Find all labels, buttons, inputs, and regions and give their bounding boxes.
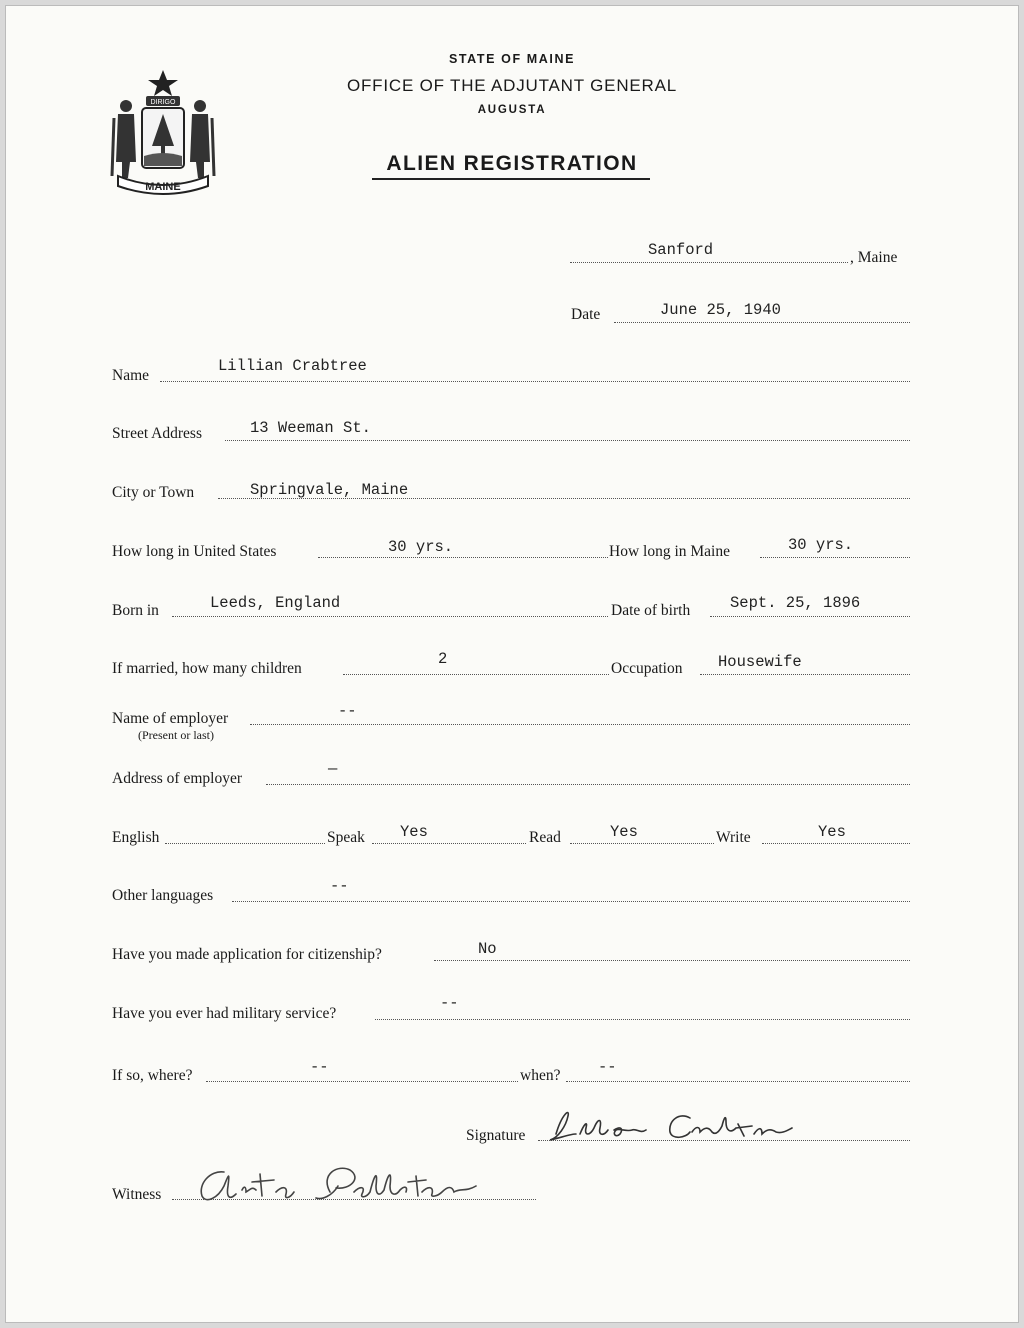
military-value: --	[440, 994, 459, 1012]
city-value: Springvale, Maine	[250, 481, 409, 499]
header-office: OFFICE OF THE ADJUTANT GENERAL	[346, 76, 678, 95]
read-value: Yes	[610, 823, 638, 841]
where-line	[206, 1081, 518, 1082]
us-line	[318, 557, 608, 558]
speak-label: Speak	[327, 829, 365, 846]
date-line	[614, 322, 910, 323]
svg-text:MAINE: MAINE	[145, 181, 181, 193]
other-lang-line	[232, 901, 910, 902]
city-label: City or Town	[112, 484, 195, 501]
header-state: STATE OF MAINE	[448, 52, 576, 66]
when-value: --	[598, 1058, 617, 1076]
form-title: ALIEN REGISTRATION	[386, 152, 638, 175]
where-label: If so, where?	[112, 1067, 193, 1084]
born-line	[172, 616, 608, 617]
applicant-signature	[540, 1104, 810, 1148]
citizenship-label: Have you made application for citizenship?	[112, 946, 382, 963]
speak-line	[372, 843, 526, 844]
where-value: --	[310, 1058, 329, 1076]
military-line	[375, 1019, 910, 1020]
dob-line	[710, 616, 910, 617]
write-line	[762, 843, 910, 844]
place-suffix: , Maine	[850, 249, 898, 266]
citizenship-line	[434, 960, 910, 961]
employer-address-value: —	[328, 760, 338, 778]
witness-signature	[190, 1156, 510, 1212]
employer-address-label: Address of employer	[112, 770, 242, 787]
signature-label: Signature	[466, 1127, 526, 1144]
read-label: Read	[529, 829, 561, 846]
name-line	[160, 381, 910, 382]
maine-label: How long in Maine	[609, 543, 730, 560]
header-city: AUGUSTA	[477, 104, 547, 116]
employer-address-line	[266, 784, 910, 785]
employer-label: Name of employer	[112, 710, 229, 727]
us-label: How long in United States	[112, 543, 277, 560]
read-line	[570, 843, 714, 844]
svg-text:DIRIGO: DIRIGO	[150, 99, 176, 106]
street-line	[225, 440, 910, 441]
title-underline	[372, 178, 650, 180]
occupation-value: Housewife	[718, 653, 802, 671]
date-label: Date	[571, 306, 601, 323]
dob-label: Date of birth	[611, 602, 691, 619]
occupation-line	[700, 674, 910, 675]
employer-value: --	[338, 702, 357, 720]
dob-value: Sept. 25, 1896	[730, 594, 861, 612]
employer-line	[250, 724, 910, 725]
date-value: June 25, 1940	[660, 301, 781, 319]
born-label: Born in	[112, 602, 159, 619]
us-value: 30 yrs.	[388, 538, 454, 556]
children-label: If married, how many children	[112, 660, 302, 677]
english-label: English	[112, 829, 160, 846]
speak-value: Yes	[400, 823, 428, 841]
when-line	[566, 1081, 910, 1082]
place-value: Sanford	[648, 241, 714, 259]
occupation-label: Occupation	[611, 660, 683, 677]
street-label: Street Address	[112, 425, 202, 442]
employer-sublabel: (Present or last)	[138, 728, 214, 742]
street-value: 13 Weeman St.	[250, 419, 371, 437]
children-value: 2	[438, 650, 448, 668]
witness-label: Witness	[112, 1186, 162, 1203]
maine-value: 30 yrs.	[788, 536, 854, 554]
children-line	[343, 674, 609, 675]
write-label: Write	[716, 829, 751, 846]
write-value: Yes	[818, 823, 846, 841]
born-value: Leeds, England	[210, 594, 341, 612]
english-line	[165, 843, 325, 844]
name-label: Name	[112, 367, 150, 384]
when-label: when?	[520, 1067, 561, 1084]
other-lang-value: --	[330, 877, 349, 895]
other-lang-label: Other languages	[112, 887, 214, 904]
place-line	[570, 262, 848, 263]
citizenship-value: No	[478, 940, 497, 958]
name-value: Lillian Crabtree	[218, 357, 367, 375]
military-label: Have you ever had military service?	[112, 1005, 337, 1022]
maine-line	[760, 557, 910, 558]
